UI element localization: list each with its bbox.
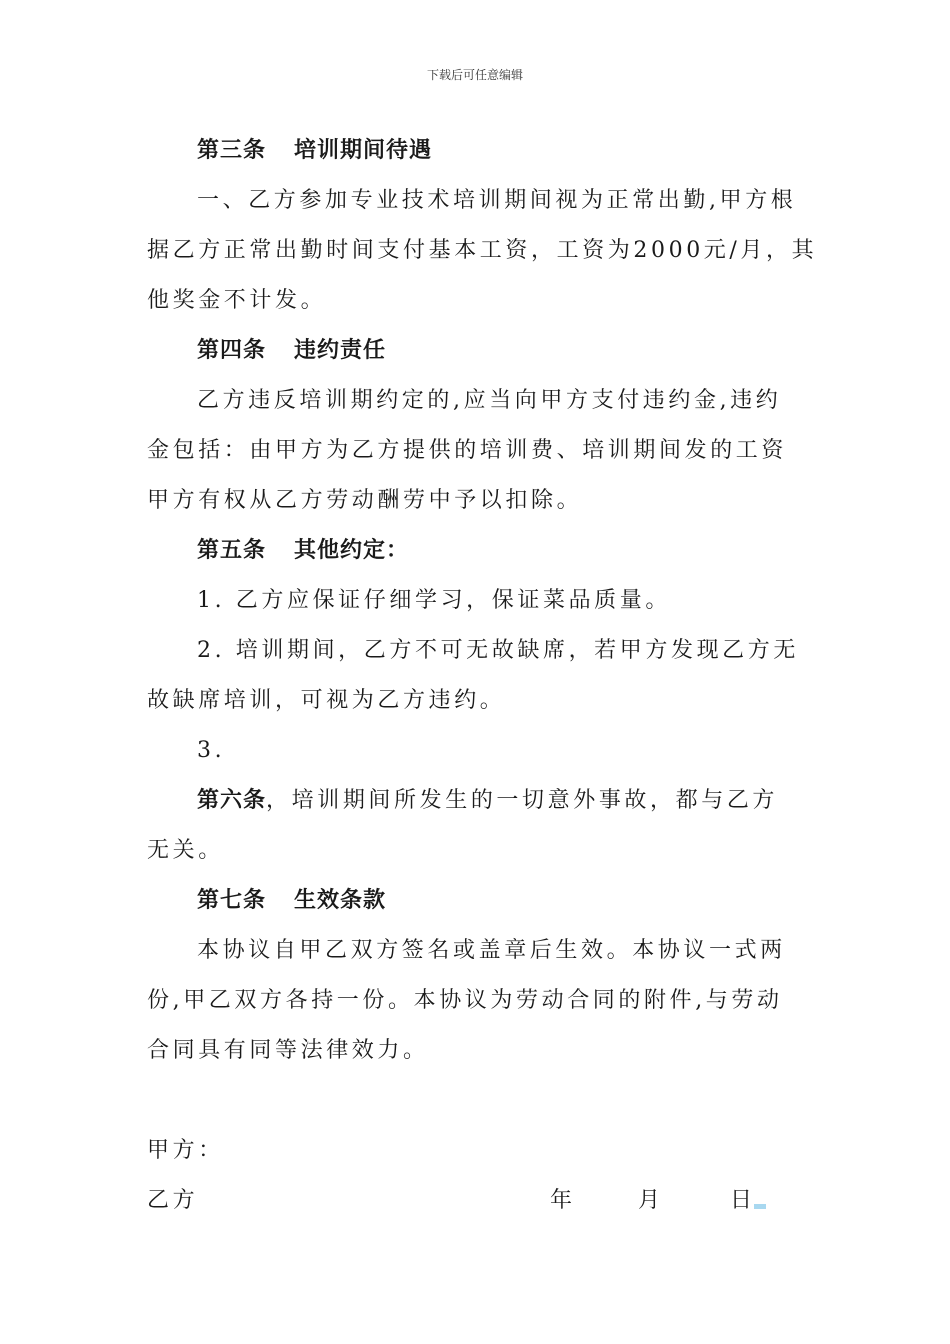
article-7-heading (147, 876, 807, 926)
date-day-label: 日 (730, 1188, 753, 1213)
article-4-number: 第四条 (197, 338, 267, 363)
article-5-number: 第五条 (197, 538, 267, 563)
article-3-para-line-1: 一、乙方参加专业技术培训期间视为正常出勤,甲方根 (197, 188, 797, 213)
article-6-number: 第六条 (197, 788, 267, 813)
article-4-title: 违约责任 (294, 338, 387, 363)
article-6-line-2: 无关。 (147, 838, 224, 863)
article-5-item-1: 1. 乙方应保证仔细学习，保证菜品质量。 (197, 588, 671, 613)
article-5-heading (147, 526, 807, 576)
article-5-item-2-line-2: 故缺席培训，可视为乙方违约。 (147, 688, 506, 713)
date-month-label: 月 (638, 1188, 661, 1213)
article-7-para-line-1: 本协议自甲乙双方签名或盖章后生效。本协议一式两 (197, 938, 786, 963)
article-3-number: 第三条 (197, 138, 267, 163)
article-6-text: ，培训期间所发生的一切意外事故，都与乙方 (266, 788, 779, 813)
article-5-item-2-line-1: 2. 培训期间，乙方不可无故缺席，若甲方发现乙方无 (197, 638, 799, 663)
article-6-line-1 (147, 776, 807, 826)
article-4-para-line-2: 金包括：由甲方为乙方提供的培训费、培训期间发的工资 (147, 438, 788, 463)
article-5-title: 其他约定： (294, 538, 410, 563)
party-a-label: 甲方： (147, 1138, 224, 1163)
article-3-para-line-3: 他奖金不计发。 (147, 288, 327, 313)
article-7-para-line-2: 份,甲乙双方各持一份。本协议为劳动合同的附件,与劳动 (147, 988, 783, 1013)
article-4-heading (147, 326, 807, 376)
article-4-para-line-1: 乙方违反培训期约定的,应当向甲方支付违约金,违约 (197, 388, 782, 413)
article-3-title: 培训期间待遇 (294, 138, 433, 163)
date-year-label: 年 (550, 1188, 573, 1213)
party-b-label: 乙方 (147, 1188, 199, 1213)
article-3-para-line-2: 据乙方正常出勤时间支付基本工资，工资为2000元/月，其 (147, 238, 818, 263)
article-7-para-line-3: 合同具有同等法律效力。 (147, 1038, 429, 1063)
text-cursor-mark (754, 1204, 766, 1209)
article-3-heading (147, 126, 807, 176)
article-7-number: 第七条 (197, 888, 267, 913)
date-day-group (730, 1176, 766, 1226)
spacer (147, 1076, 807, 1126)
article-7-title: 生效条款 (294, 888, 387, 913)
article-4-para-line-3: 甲方有权从乙方劳动酬劳中予以扣除。 (147, 488, 583, 513)
document-body (147, 126, 818, 1226)
header-note: 下载后可任意编辑 (426, 68, 523, 82)
party-b-row (147, 1176, 807, 1226)
article-5-item-3: 3. (197, 738, 226, 763)
